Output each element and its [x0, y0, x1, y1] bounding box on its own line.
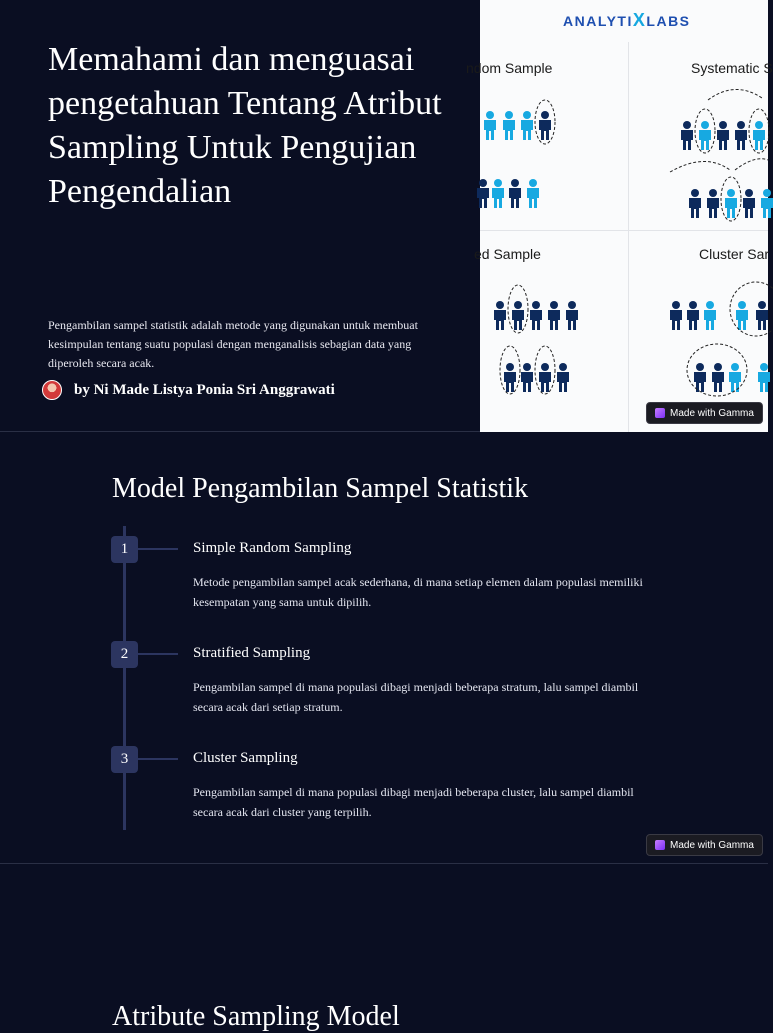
- attribute-sampling-slide: [0, 865, 768, 1032]
- author-row: [42, 380, 335, 400]
- panel-label-cluster: Cluster Sar: [699, 246, 770, 262]
- people-figures-icon: [480, 0, 768, 432]
- title-slide-text-panel: [0, 0, 480, 432]
- panel-label-systematic: Systematic S: [691, 60, 773, 76]
- section-title: Model Pengambilan Sampel Statistik: [112, 473, 529, 504]
- step-connector: [138, 653, 178, 655]
- step-description: Pengambilan sampel di mana populasi dibagi menjadi beberapa cluster, lalu sampel diambil secara acak dari cluster yang terpilih.: [193, 785, 634, 819]
- gamma-logo-icon: [655, 408, 665, 418]
- step-number: 2: [111, 641, 138, 668]
- panel-label-random: ndom Sample: [466, 60, 553, 76]
- badge-label: Made with Gamma: [670, 839, 754, 851]
- author-avatar: [42, 380, 62, 400]
- step-description: Pengambilan sampel di mana populasi dibagi menjadi beberapa stratum, lalu sampel diambil secara acak dari setiap stratum.: [193, 680, 639, 714]
- made-with-gamma-badge[interactable]: [646, 402, 763, 424]
- sampling-models-slide: [0, 433, 768, 864]
- step-title: Stratified Sampling: [193, 645, 311, 661]
- slide-title: Memahami dan menguasai pengetahuan Tentang Atribut Sampling Untuk Pengujian Pengendalian: [48, 41, 442, 210]
- step-title: Simple Random Sampling: [193, 540, 352, 556]
- step-number: 1: [111, 536, 138, 563]
- made-with-gamma-badge[interactable]: [646, 834, 763, 856]
- analytixlabs-logo: ANALYTIXLABS: [563, 10, 691, 30]
- section-title: Atribute Sampling Model: [112, 1001, 400, 1032]
- step-number: 3: [111, 746, 138, 773]
- author-name: by Ni Made Listya Ponia Sri Anggrawati: [74, 381, 335, 398]
- panel-label-stratified: ed Sample: [474, 246, 541, 262]
- timeline-line: [123, 526, 126, 830]
- sampling-illustration: [466, 0, 773, 432]
- step-description: Metode pengambilan sampel acak sederhana, di mana setiap elemen dalam populasi memiliki kesempatan yang sama untuk dipilih.: [193, 575, 643, 609]
- step-title: Cluster Sampling: [193, 750, 298, 766]
- slide-description: Pengambilan sampel statistik adalah metode yang digunakan untuk membuat kesimpulan tentang suatu populasi dengan menganalisis sebagian data yang diperoleh secara acak.: [48, 318, 418, 370]
- step-connector: [138, 548, 178, 550]
- title-slide: [0, 0, 773, 432]
- gamma-logo-icon: [655, 840, 665, 850]
- badge-label: Made with Gamma: [670, 407, 754, 419]
- step-connector: [138, 758, 178, 760]
